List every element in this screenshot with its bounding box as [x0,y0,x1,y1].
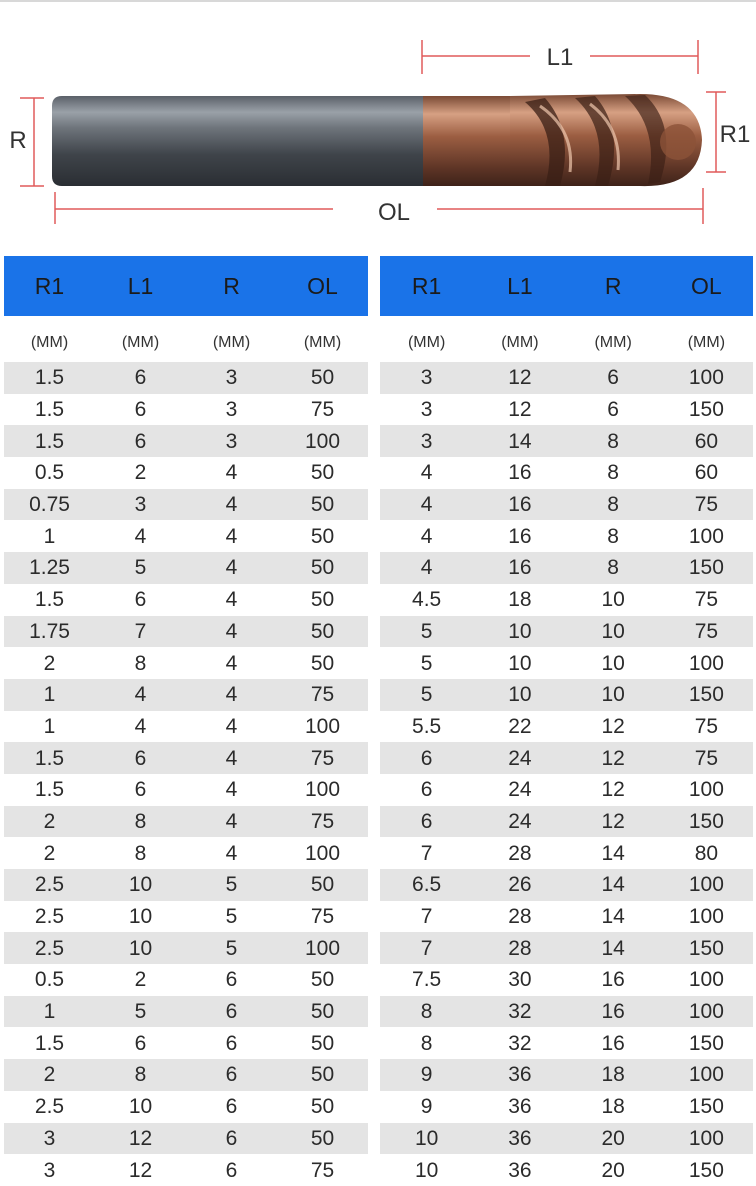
table-cell: 10 [473,616,566,648]
table-cell: 4 [186,552,277,584]
table-cell: 1.5 [4,584,95,616]
table-cell: 10 [567,679,660,711]
table-row [4,901,368,933]
unit-cell: (MM) [186,316,277,362]
table-cell: 4 [95,520,186,552]
table-row [380,742,753,774]
table-cell: 150 [660,932,753,964]
unit-cell: (MM) [567,316,660,362]
table-cell: 50 [277,1059,368,1091]
table-row [4,552,368,584]
table-cell: 4 [186,520,277,552]
unit-row [4,316,368,362]
table-cell: 24 [473,806,566,838]
table-cell: 7 [380,837,473,869]
table-cell: 4 [186,647,277,679]
table-cell: 60 [660,425,753,457]
table-cell: 50 [277,1027,368,1059]
table-cell: 75 [277,806,368,838]
table-cell: 10 [95,869,186,901]
table-cell: 100 [277,774,368,806]
table-cell: 16 [567,996,660,1028]
r-label: R [9,127,27,154]
table-cell: 3 [4,1123,95,1155]
unit-cell: (MM) [277,316,368,362]
table-row [4,1154,368,1186]
table-cell: 7 [380,932,473,964]
table-cell: 150 [660,552,753,584]
table-row [4,837,368,869]
table-cell: 3 [186,394,277,426]
table-cell: 16 [473,489,566,521]
table-cell: 28 [473,932,566,964]
table-row [4,425,368,457]
table-cell: 24 [473,742,566,774]
table-row [380,901,753,933]
table-cell: 100 [660,1123,753,1155]
r-dimension [9,98,44,186]
table-cell: 12 [95,1123,186,1155]
table-cell: 2.5 [4,869,95,901]
table-row [380,711,753,743]
table-cell: 0.5 [4,457,95,489]
table-cell: 6 [95,425,186,457]
table-cell: 12 [473,394,566,426]
table-cell: 8 [380,1027,473,1059]
table-cell: 3 [380,394,473,426]
ol-dimension [55,188,703,226]
table-row [4,457,368,489]
table-cell: 50 [277,584,368,616]
table-cell: 6 [95,742,186,774]
header-l1: L1 [95,256,186,316]
table-cell: 12 [567,742,660,774]
header-row [380,256,753,316]
table-cell: 4 [186,837,277,869]
table-cell: 75 [277,901,368,933]
table-cell: 4 [95,679,186,711]
table-cell: 2 [95,964,186,996]
header-row [4,256,368,316]
table-row [4,616,368,648]
table-row [4,932,368,964]
table-row [4,520,368,552]
table-cell: 8 [567,489,660,521]
table-cell: 50 [277,996,368,1028]
table-cell: 12 [473,362,566,394]
table-row [380,647,753,679]
spec-table-left [4,256,368,1186]
table-cell: 6 [95,394,186,426]
table-cell: 30 [473,964,566,996]
table-cell: 50 [277,616,368,648]
table-cell: 1.25 [4,552,95,584]
table-row [380,774,753,806]
table-cell: 6 [186,964,277,996]
header-r: R [186,256,277,316]
table-row [4,1059,368,1091]
table-cell: 1.5 [4,394,95,426]
table-cell: 2 [95,457,186,489]
unit-cell: (MM) [4,316,95,362]
table-cell: 14 [567,869,660,901]
table-cell: 5 [186,901,277,933]
table-cell: 5 [186,869,277,901]
table-cell: 3 [186,425,277,457]
table-row [380,1123,753,1155]
table-cell: 1 [4,711,95,743]
table-cell: 75 [660,489,753,521]
table-cell: 1.5 [4,362,95,394]
table-cell: 1 [4,996,95,1028]
table-cell: 10 [95,932,186,964]
header-l1: L1 [473,256,566,316]
table-cell: 4 [186,774,277,806]
table-row [380,1027,753,1059]
table-cell: 18 [473,584,566,616]
l1-label: L1 [546,44,574,71]
table-cell: 150 [660,1154,753,1186]
table-row [380,806,753,838]
table-cell: 50 [277,647,368,679]
table-row [4,1091,368,1123]
table-cell: 9 [380,1059,473,1091]
table-cell: 5 [380,647,473,679]
table-cell: 100 [277,837,368,869]
table-cell: 5 [95,552,186,584]
table-cell: 6 [186,996,277,1028]
table-cell: 4 [186,711,277,743]
table-row [380,584,753,616]
table-cell: 4 [95,711,186,743]
table-cell: 6 [380,806,473,838]
table-row [380,1091,753,1123]
table-cell: 4 [380,457,473,489]
l1-dimension [422,40,698,74]
table-row [380,996,753,1028]
table-cell: 50 [277,552,368,584]
table-cell: 6 [186,1123,277,1155]
table-cell: 22 [473,711,566,743]
table-row [4,774,368,806]
table-cell: 75 [660,742,753,774]
table-cell: 150 [660,394,753,426]
unit-cell: (MM) [380,316,473,362]
table-cell: 6 [186,1091,277,1123]
table-cell: 12 [95,1154,186,1186]
unit-cell: (MM) [473,316,566,362]
table-cell: 10 [567,647,660,679]
table-row [380,489,753,521]
table-cell: 7 [380,901,473,933]
table-cell: 6 [567,362,660,394]
table-cell: 4 [186,584,277,616]
table-cell: 6 [95,362,186,394]
table-row [4,647,368,679]
table-cell: 1.5 [4,425,95,457]
table-cell: 50 [277,1091,368,1123]
table-row [4,679,368,711]
r1-dimension [706,92,750,172]
table-cell: 4 [380,489,473,521]
table-cell: 8 [95,806,186,838]
table-row [4,362,368,394]
table-cell: 8 [567,457,660,489]
table-cell: 75 [660,584,753,616]
table-cell: 28 [473,837,566,869]
table-cell: 50 [277,489,368,521]
table-cell: 20 [567,1154,660,1186]
table-cell: 100 [277,932,368,964]
table-row [380,837,753,869]
table-cell: 3 [4,1154,95,1186]
table-row [380,394,753,426]
table-cell: 6 [95,584,186,616]
table-cell: 2 [4,647,95,679]
table-cell: 75 [277,1154,368,1186]
table-cell: 6 [186,1059,277,1091]
table-cell: 75 [277,742,368,774]
table-cell: 26 [473,869,566,901]
table-cell: 100 [660,869,753,901]
table-cell: 75 [660,711,753,743]
table-row [380,964,753,996]
table-row [4,742,368,774]
table-cell: 50 [277,869,368,901]
table-row [4,1027,368,1059]
table-cell: 5 [186,932,277,964]
table-cell: 18 [567,1091,660,1123]
table-cell: 4 [186,489,277,521]
table-cell: 100 [277,711,368,743]
header-r1: R1 [4,256,95,316]
table-row [4,869,368,901]
table-cell: 6 [186,1027,277,1059]
table-cell: 36 [473,1154,566,1186]
table-cell: 32 [473,996,566,1028]
table-cell: 12 [567,711,660,743]
table-row [380,616,753,648]
table-cell: 10 [473,647,566,679]
table-cell: 4 [186,742,277,774]
table-cell: 7 [95,616,186,648]
table-cell: 75 [277,394,368,426]
r1-label: R1 [719,121,751,148]
table-cell: 4 [186,679,277,711]
table-cell: 3 [186,362,277,394]
table-row [380,520,753,552]
table-cell: 50 [277,520,368,552]
table-row [380,1154,753,1186]
table-cell: 14 [567,901,660,933]
table-cell: 3 [95,489,186,521]
header-ol: OL [277,256,368,316]
table-cell: 8 [95,647,186,679]
table-cell: 2 [4,1059,95,1091]
table-cell: 75 [277,679,368,711]
table-cell: 4.5 [380,584,473,616]
table-cell: 16 [567,964,660,996]
table-cell: 6 [380,742,473,774]
table-cell: 6 [186,1154,277,1186]
table-row [380,932,753,964]
table-row [4,489,368,521]
spec-table-right [380,256,753,1186]
table-cell: 12 [567,806,660,838]
table-cell: 150 [660,679,753,711]
table-cell: 10 [380,1154,473,1186]
table-cell: 150 [660,1091,753,1123]
table-cell: 1.5 [4,774,95,806]
table-row [380,552,753,584]
table-cell: 10 [473,679,566,711]
table-cell: 18 [567,1059,660,1091]
table-cell: 2 [4,837,95,869]
table-row [380,425,753,457]
table-cell: 5 [380,616,473,648]
table-cell: 4 [186,806,277,838]
table-cell: 2 [4,806,95,838]
table-cell: 0.75 [4,489,95,521]
table-row [380,457,753,489]
table-cell: 8 [95,837,186,869]
table-cell: 100 [660,362,753,394]
table-cell: 6 [567,394,660,426]
table-row [4,1123,368,1155]
unit-cell: (MM) [95,316,186,362]
table-cell: 100 [660,647,753,679]
table-cell: 100 [660,996,753,1028]
table-cell: 1 [4,679,95,711]
table-cell: 60 [660,457,753,489]
table-cell: 8 [95,1059,186,1091]
table-cell: 8 [380,996,473,1028]
table-cell: 6 [380,774,473,806]
table-row [380,362,753,394]
table-cell: 12 [567,774,660,806]
table-row [4,806,368,838]
table-cell: 6.5 [380,869,473,901]
table-cell: 16 [473,552,566,584]
ol-label: OL [377,199,411,226]
tool-body [52,94,702,186]
table-cell: 80 [660,837,753,869]
end-mill-diagram [0,2,756,248]
header-ol: OL [660,256,753,316]
table-cell: 10 [380,1123,473,1155]
table-cell: 3 [380,425,473,457]
table-cell: 7.5 [380,964,473,996]
table-cell: 6 [95,774,186,806]
table-cell: 36 [473,1123,566,1155]
table-cell: 4 [186,616,277,648]
table-cell: 2.5 [4,932,95,964]
unit-row [380,316,753,362]
table-cell: 14 [473,425,566,457]
table-cell: 16 [473,520,566,552]
table-cell: 14 [567,837,660,869]
table-cell: 8 [567,520,660,552]
table-cell: 100 [277,425,368,457]
table-cell: 100 [660,964,753,996]
table-cell: 100 [660,520,753,552]
table-row [380,679,753,711]
table-cell: 5 [95,996,186,1028]
table-cell: 1.5 [4,742,95,774]
table-cell: 1 [4,520,95,552]
table-cell: 50 [277,457,368,489]
table-cell: 16 [473,457,566,489]
table-cell: 150 [660,1027,753,1059]
table-cell: 16 [567,1027,660,1059]
table-row [4,996,368,1028]
table-row [4,964,368,996]
table-cell: 5 [380,679,473,711]
table-cell: 100 [660,901,753,933]
table-cell: 24 [473,774,566,806]
table-cell: 2.5 [4,901,95,933]
table-cell: 1.75 [4,616,95,648]
unit-cell: (MM) [660,316,753,362]
table-cell: 32 [473,1027,566,1059]
table-cell: 10 [567,584,660,616]
table-cell: 100 [660,774,753,806]
table-cell: 10 [567,616,660,648]
header-r: R [567,256,660,316]
table-cell: 100 [660,1059,753,1091]
table-cell: 2.5 [4,1091,95,1123]
table-cell: 1.5 [4,1027,95,1059]
table-cell: 4 [186,457,277,489]
table-cell: 10 [95,1091,186,1123]
table-cell: 8 [567,425,660,457]
table-row [4,584,368,616]
table-cell: 9 [380,1091,473,1123]
table-row [380,869,753,901]
table-row [380,1059,753,1091]
table-row [4,711,368,743]
table-cell: 50 [277,362,368,394]
table-cell: 10 [95,901,186,933]
table-cell: 20 [567,1123,660,1155]
table-cell: 28 [473,901,566,933]
table-cell: 0.5 [4,964,95,996]
table-cell: 6 [95,1027,186,1059]
table-cell: 36 [473,1091,566,1123]
table-row [4,394,368,426]
table-cell: 4 [380,520,473,552]
table-cell: 3 [380,362,473,394]
table-cell: 36 [473,1059,566,1091]
table-cell: 5.5 [380,711,473,743]
table-cell: 14 [567,932,660,964]
table-cell: 4 [380,552,473,584]
header-r1: R1 [380,256,473,316]
table-cell: 50 [277,964,368,996]
table-cell: 150 [660,806,753,838]
table-cell: 75 [660,616,753,648]
table-cell: 50 [277,1123,368,1155]
table-cell: 8 [567,552,660,584]
